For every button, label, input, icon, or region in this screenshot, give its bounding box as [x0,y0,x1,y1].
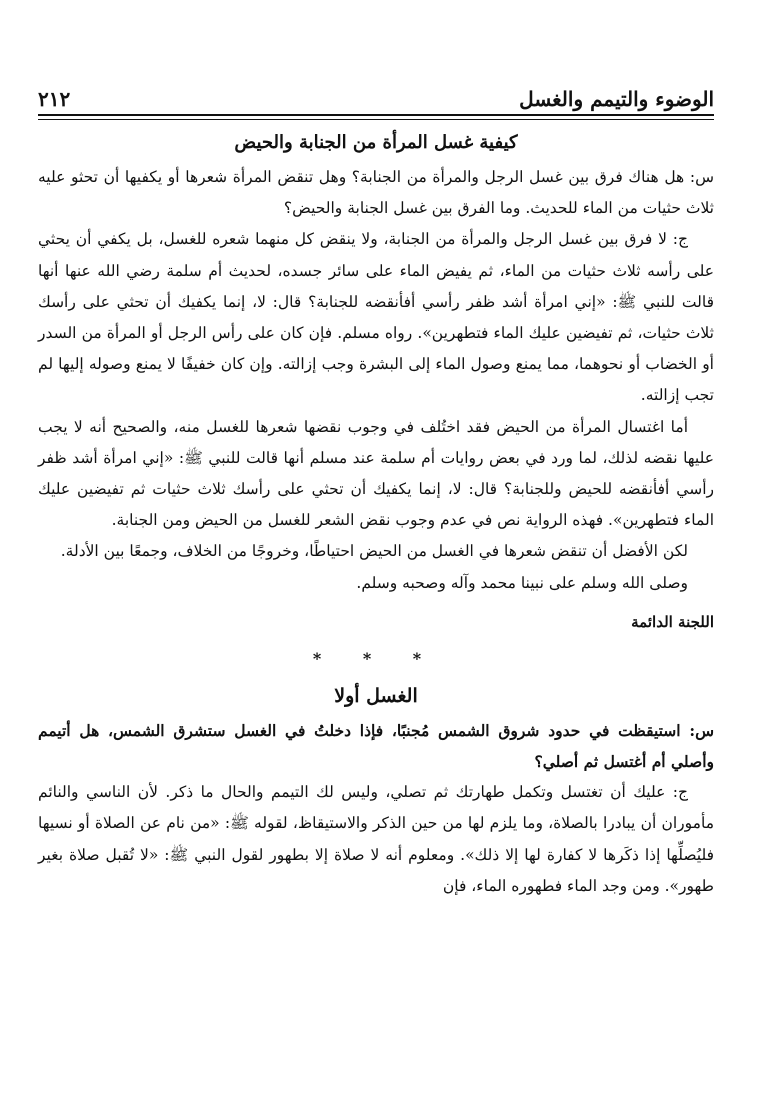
answer-paragraph: ج: عليك أن تغتسل وتكمل طهارتك ثم تصلي، وليس لك التيمم والحال ما ذكر. لأن الناسي والنائم مأموران أن يبادرا بالصلاة، وما يلزم لها من حين الذكر والاستيقاظ، لقوله ﷺ: «من نام عن الصلاة أو نسيها فليُصلِّها إذا ذكَرها لا كفارة لها إلا ذلك». ومعلوم أنه لا صلاة إلا بطهور لقول النبي ﷺ: «لا تُقبل صلاة بغير طهور». ومن وجد الماء فطهوره الماء، فإن [38,783,714,895]
running-title: الوضوء والتيمم والغسل [519,87,714,111]
page-number: ٢١٢ [38,87,71,111]
signature: اللجنة الدائمة [631,612,714,631]
answer-paragraph: لكن الأفضل أن تنقض شعرها في الغسل من الحيض احتياطًا، وخروجًا من الخلاف، وجمعًا بين الأدلة. [60,542,688,561]
page-content [38,126,714,902]
section-title: كيفية غسل المرأة من الجنابة والحيض [234,132,518,153]
section-title: الغسل أولا [334,684,418,707]
answer-paragraph: أما اغتسال المرأة من الحيض فقد اختُلف في وجوب نقضها شعرها للغسل منه، والصحيح أنه لا يجب عليها نقضه لذلك، لما ورد في بعض روايات أم سلمة عند مسلم أنها قالت للنبي ﷺ: «إني امرأة أشد ظفر رأسي أفأنقضه للحيض وللجنابة؟ قال: لا، إنما يكفيك أن تحثي على رأسك ثلاث حثيات ثم تفيضين عليك الماء فتطهرين». فهذه الرواية نص في عدم وجوب نقض الشعر للغسل من الحيض ومن الجنابة. [38,417,714,530]
section-divider: * * * [312,648,440,668]
question-paragraph: س: هل هناك فرق بين غسل الرجل والمرأة من الجنابة؟ وهل تنقض المرأة شعرها أو يكفيها أن تحثو عليه ثلاث حثيات من الماء للحديث. وما الفرق بين غسل الجنابة والحيض؟ [38,168,714,218]
closing-prayer: وصلى الله وسلم على نبينا محمد وآله وصحبه وسلم. [356,573,688,592]
page-header [38,80,714,116]
question-paragraph: س: استيقظت في حدود شروق الشمس مُجنبًا، فإذا دخلتُ في الغسل ستشرق الشمس، هل أتيمم وأصلي أم أغتسل ثم أصلي؟ [38,720,714,772]
answer-paragraph: ج: لا فرق بين غسل الرجل والمرأة من الجنابة، ولا ينقض كل منهما شعره للغسل، بل يكفي أن يحثي على رأسه ثلاث حثيات من الماء، ثم يفيض الماء على سائر جسده، لحديث أم سلمة رضي الله عنها أنها قالت للنبي ﷺ: «إني امرأة أشد ظفر رأسي أفأنقضه للجنابة؟ قال: لا، إنما يكفيك أن تحثي على رأسك ثلاث حثيات، ثم تفيضين عليك الماء فتطهرين». رواه مسلم. فإن كان على رأس الرجل أو المرأة من السدر أو الخضاب أو نحوهما، مما يمنع وصول الماء إلى البشرة وجب إزالته. وإن كان خفيفًا لا يمنع وصوله إليها لم تجب إزالته. [38,230,714,405]
